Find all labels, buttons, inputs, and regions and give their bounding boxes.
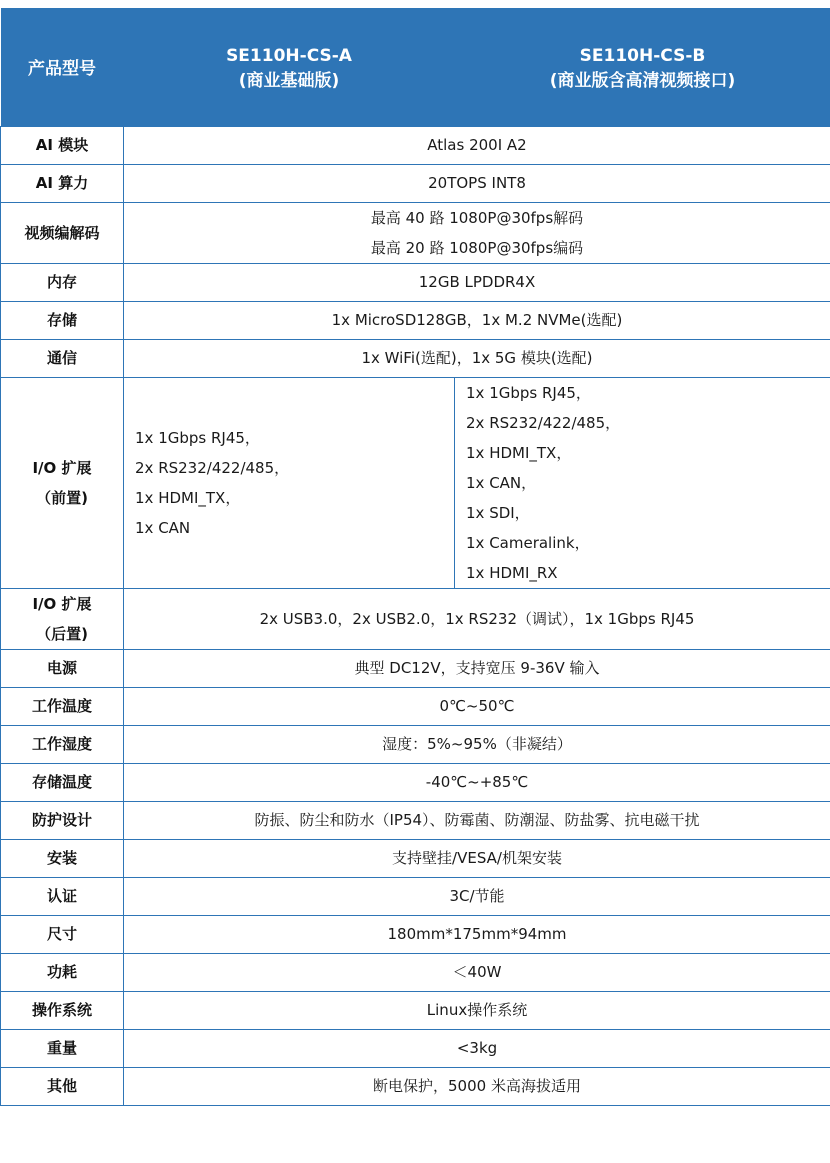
table-row <box>1 725 830 763</box>
spec-sheet <box>0 8 830 1106</box>
table-row <box>1 377 830 588</box>
spec-table <box>0 8 830 1106</box>
model-b-name: SE110H-CS-B <box>579 46 706 67</box>
row-value: <3kg <box>124 1029 830 1067</box>
table-row <box>1 953 830 991</box>
model-a-header <box>124 8 455 126</box>
table-row <box>1 202 830 263</box>
table-row <box>1 877 830 915</box>
row-label: 操作系统 <box>1 991 124 1029</box>
table-row <box>1 301 830 339</box>
row-label: 防护设计 <box>1 801 124 839</box>
table-row <box>1 263 830 301</box>
table-row <box>1 1067 830 1105</box>
table-row <box>1 339 830 377</box>
row-label: AI 模块 <box>1 126 124 164</box>
row-label: I/O 扩展 （前置) <box>1 377 124 588</box>
row-value: ＜40W <box>124 953 830 991</box>
row-value: 0℃~50℃ <box>124 687 830 725</box>
table-row <box>1 763 830 801</box>
row-label: I/O 扩展 （后置) <box>1 588 124 649</box>
io-front-model-b: 1x 1Gbps RJ45， 2x RS232/422/485， 1x HDMI_TX， 1x CAN， 1x SDI， 1x Cameralink， 1x HDMI_RX <box>455 377 830 588</box>
table-row <box>1 839 830 877</box>
table-row <box>1 687 830 725</box>
row-value <box>124 202 830 263</box>
row-value: 支持壁挂/VESA/机架安装 <box>124 839 830 877</box>
row-label: 安装 <box>1 839 124 877</box>
row-label: 工作温度 <box>1 687 124 725</box>
row-value: 防振、防尘和防水（IP54）、防霉菌、防潮湿、防盐雾、抗电磁干扰 <box>124 801 830 839</box>
row-value: 20TOPS INT8 <box>124 164 830 202</box>
row-value: Linux操作系统 <box>124 991 830 1029</box>
row-label: 存储温度 <box>1 763 124 801</box>
row-value: Atlas 200I A2 <box>124 126 830 164</box>
row-label: 认证 <box>1 877 124 915</box>
row-value: -40℃~+85℃ <box>124 763 830 801</box>
table-row <box>1 126 830 164</box>
model-b-header <box>455 8 830 126</box>
row-label: 其他 <box>1 1067 124 1105</box>
model-b-edition: (商业版含高清视频接口) <box>549 71 736 92</box>
row-value: 3C/节能 <box>124 877 830 915</box>
row-label: 工作湿度 <box>1 725 124 763</box>
row-value: 1x WiFi(选配)，1x 5G 模块(选配) <box>124 339 830 377</box>
table-row <box>1 915 830 953</box>
table-row <box>1 801 830 839</box>
row-value: 2x USB3.0，2x USB2.0，1x RS232（调试），1x 1Gbps RJ45 <box>124 588 830 649</box>
io-front-model-a: 1x 1Gbps RJ45， 2x RS232/422/485， 1x HDMI_TX， 1x CAN <box>124 377 455 588</box>
row-label: 内存 <box>1 263 124 301</box>
row-label: 电源 <box>1 649 124 687</box>
table-row <box>1 588 830 649</box>
model-a-edition: (商业基础版) <box>238 71 340 92</box>
row-value: 典型 DC12V，支持宽压 9-36V 输入 <box>124 649 830 687</box>
row-label: 存储 <box>1 301 124 339</box>
codec-line: 最高 40 路 1080P@30fps解码 <box>370 208 584 227</box>
row-value: 1x MicroSD128GB，1x M.2 NVMe(选配) <box>124 301 830 339</box>
row-label: 重量 <box>1 1029 124 1067</box>
row-value: 断电保护，5000 米高海拔适用 <box>124 1067 830 1105</box>
row-label: 尺寸 <box>1 915 124 953</box>
table-row <box>1 649 830 687</box>
codec-line: 最高 20 路 1080P@30fps编码 <box>370 238 584 257</box>
row-label: 功耗 <box>1 953 124 991</box>
table-row <box>1 1029 830 1067</box>
row-label: 视频编解码 <box>1 202 124 263</box>
header-row <box>1 8 830 126</box>
row-value: 180mm*175mm*94mm <box>124 915 830 953</box>
spec-label-header: 产品型号 <box>1 8 124 126</box>
table-row <box>1 164 830 202</box>
table-row <box>1 991 830 1029</box>
model-a-name: SE110H-CS-A <box>226 46 352 67</box>
row-value: 湿度：5%~95%（非凝结） <box>124 725 830 763</box>
row-label: AI 算力 <box>1 164 124 202</box>
row-label: 通信 <box>1 339 124 377</box>
row-value: 12GB LPDDR4X <box>124 263 830 301</box>
